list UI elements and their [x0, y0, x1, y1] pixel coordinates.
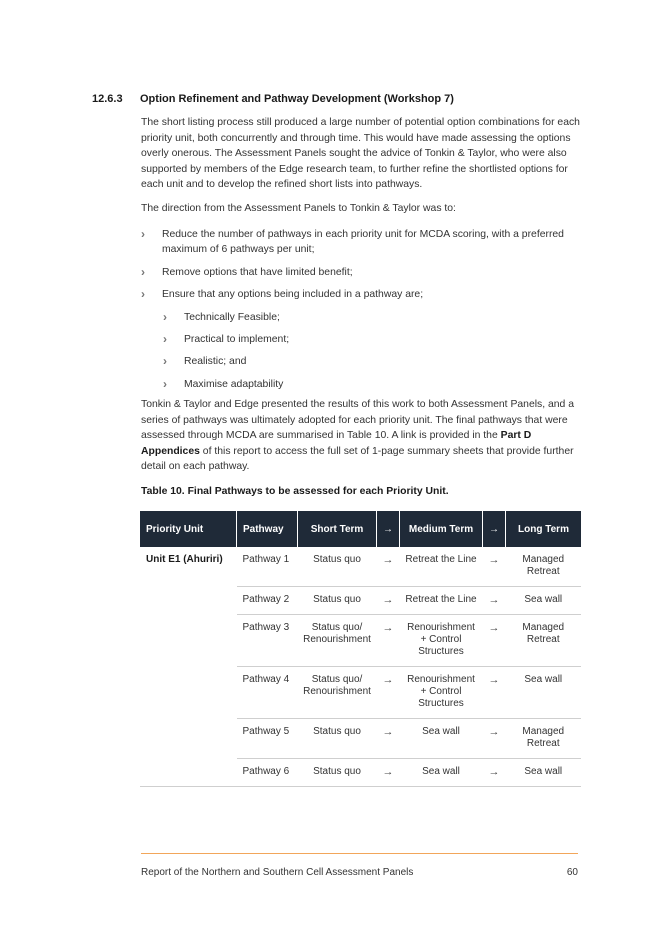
- long-term-cell: Managed Retreat: [506, 719, 582, 759]
- pathway-cell: Pathway 6: [237, 759, 298, 787]
- header-long-term: Long Term: [506, 511, 582, 547]
- chevron-right-icon: ›: [163, 354, 167, 369]
- paragraph-intro: The short listing process still produced a large number of potential option combinations for each priority unit, both concurrently and through time. This would have made assessing the options overly onerous. The Assessment Panels sought the advice of Tonkin & Taylor, who were also supported by members of the Edge research team, to further refine the shortlisted options for each unit and to develop the refined short lists into pathways.: [141, 117, 580, 191]
- chevron-right-icon: ›: [163, 376, 167, 391]
- list-item: › Ensure that any options being included in a pathway are;: [141, 287, 424, 302]
- footer-report-title: Report of the Northern and Southern Cell Assessment Panels: [141, 867, 414, 878]
- header-arrow-icon: →: [483, 511, 506, 547]
- header-short-term: Short Term: [298, 511, 377, 547]
- arrow-right-icon: →: [483, 667, 506, 719]
- chevron-right-icon: ›: [141, 264, 145, 279]
- chevron-right-icon: ›: [163, 332, 167, 347]
- arrow-right-icon: →: [377, 587, 400, 615]
- medium-term-cell: Renourishment + Control Structures: [400, 615, 483, 667]
- medium-term-cell: Renourishment + Control Structures: [400, 667, 483, 719]
- header-priority-unit: Priority Unit: [140, 511, 237, 547]
- arrow-right-icon: →: [377, 719, 400, 759]
- pathway-cell: Pathway 3: [237, 615, 298, 667]
- header-medium-term: Medium Term: [400, 511, 483, 547]
- chevron-right-icon: ›: [141, 287, 145, 302]
- medium-term-cell: Sea wall: [400, 719, 483, 759]
- part-d-appendices-text: Part D Appendices: [141, 430, 532, 457]
- medium-term-cell: Sea wall: [400, 759, 483, 787]
- short-term-cell: Status quo: [298, 587, 377, 615]
- arrow-right-icon: →: [483, 547, 506, 587]
- page-number: 60: [566, 867, 578, 878]
- priority-unit-cell: Unit E1 (Ahuriri): [140, 547, 237, 787]
- pathways-table: [140, 511, 581, 787]
- header-arrow-icon: →: [377, 511, 400, 547]
- arrow-right-icon: →: [377, 667, 400, 719]
- arrow-right-icon: →: [483, 719, 506, 759]
- table-caption: Table 10. Final Pathways to be assessed for each Priority Unit.: [141, 486, 449, 497]
- table-row: [140, 547, 581, 587]
- medium-term-cell: Retreat the Line: [400, 547, 483, 587]
- section-number: 12.6.3: [92, 93, 123, 105]
- pathway-cell: Pathway 4: [237, 667, 298, 719]
- chevron-right-icon: ›: [141, 227, 145, 241]
- long-term-cell: Managed Retreat: [506, 547, 582, 587]
- pathway-cell: Pathway 2: [237, 587, 298, 615]
- arrow-right-icon: →: [377, 615, 400, 667]
- arrow-right-icon: →: [483, 615, 506, 667]
- short-term-cell: Status quo: [298, 547, 377, 587]
- sub-list-item: › Maximise adaptability: [163, 376, 284, 391]
- long-term-cell: Sea wall: [506, 587, 582, 615]
- footer-divider: [141, 853, 578, 854]
- short-term-cell: Status quo/ Renourishment: [298, 667, 377, 719]
- header-pathway: Pathway: [237, 511, 298, 547]
- long-term-cell: Sea wall: [506, 667, 582, 719]
- arrow-right-icon: →: [483, 587, 506, 615]
- pathway-cell: Pathway 5: [237, 719, 298, 759]
- arrow-right-icon: →: [377, 547, 400, 587]
- short-term-cell: Status quo/ Renourishment: [298, 615, 377, 667]
- arrow-right-icon: →: [377, 759, 400, 787]
- table-header-row: [140, 511, 581, 547]
- sub-list-item: › Realistic; and: [163, 354, 247, 369]
- paragraph-direction: The direction from the Assessment Panels to Tonkin & Taylor was to:: [141, 203, 456, 214]
- short-term-cell: Status quo: [298, 759, 377, 787]
- chevron-right-icon: ›: [163, 309, 167, 324]
- sub-list-item: › Practical to implement;: [163, 332, 290, 347]
- section-title: Option Refinement and Pathway Development (Workshop 7): [140, 93, 454, 105]
- sub-list-item: › Technically Feasible;: [163, 309, 280, 324]
- list-item: › Remove options that have limited benefit;: [141, 264, 353, 279]
- arrow-right-icon: →: [483, 759, 506, 787]
- long-term-cell: Sea wall: [506, 759, 582, 787]
- direction-list: [141, 227, 581, 399]
- short-term-cell: Status quo: [298, 719, 377, 759]
- medium-term-cell: Retreat the Line: [400, 587, 483, 615]
- section-heading: [92, 93, 454, 105]
- list-item: › Reduce the number of pathways in each priority unit for MCDA scoring, with a preferred maximum of 6 pathways per unit;: [141, 227, 564, 256]
- long-term-cell: Managed Retreat: [506, 615, 582, 667]
- pathway-cell: Pathway 1: [237, 547, 298, 587]
- paragraph-results: Tonkin & Taylor and Edge presented the results of this work to both Assessment Panels, and a series of pathways was ultimately adopted for each priority unit. The final pathways that were assessed through MCDA are summarised in Table 10. A link is provided in the Part D Appendices of this report to access the full set of 1-page summary sheets that provide further detail on each pathway.: [141, 399, 574, 473]
